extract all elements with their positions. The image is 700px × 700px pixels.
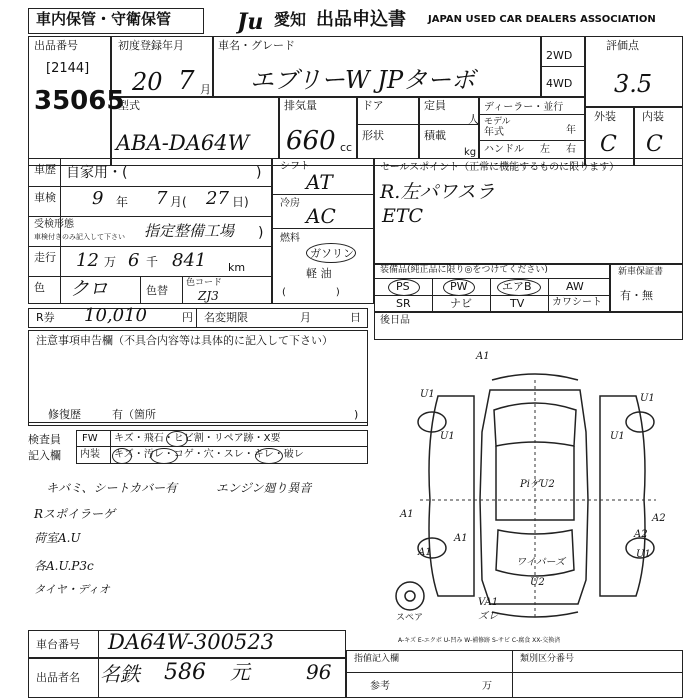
inspector-label-1: 検査員: [28, 433, 61, 446]
ref-unit: 万: [482, 681, 492, 692]
diagram-mark: A1: [418, 547, 432, 558]
diagram-mark: U1: [636, 549, 651, 560]
inspection-day-unit: 日): [232, 195, 249, 209]
inspection-year: 9: [92, 188, 104, 209]
inspector-row1-head: FW: [82, 433, 98, 444]
svg-text:Ju: Ju: [237, 9, 264, 34]
mileage-label: 走行: [34, 251, 56, 264]
color-code-value: ZJ3: [198, 289, 219, 303]
diagram-mark: A1: [400, 509, 414, 520]
handle-label: ハンドル: [484, 144, 524, 155]
inspector-label-2: 記入欄: [28, 449, 61, 462]
mileage-unit: km: [228, 261, 246, 274]
reference-value-b: 586: [164, 660, 206, 685]
lot-number: 35065: [34, 86, 125, 116]
shape-label: 形状: [362, 129, 384, 142]
dealer-label: ディーラー・並行: [484, 102, 564, 113]
equipment-pw: PW: [450, 280, 468, 293]
model-type-label: 型式: [118, 99, 140, 112]
storage-label: 車内保管・守衛保管: [36, 10, 172, 28]
org-name: 愛知: [274, 10, 307, 29]
inspector-row2: キズ・汚レ・コゲ・穴・スレ・キレ・破レ: [114, 449, 304, 460]
entrusted-sub: 車検付きのみ記入して下さい: [34, 233, 125, 241]
capacity-label: 定員: [424, 99, 446, 112]
reference-value-d: 96: [306, 660, 332, 684]
equipment-label: 装備品(純正品に限り◎をつけてください): [380, 265, 548, 275]
inspection-year-unit: 年: [116, 195, 129, 209]
aircon-label: 冷房: [280, 198, 300, 209]
recycle-unit: 円: [182, 311, 193, 324]
drive-2wd: 2WD: [546, 49, 573, 62]
shift-label: シフト: [280, 161, 310, 172]
selling-points-line1: R.左パワスラ: [380, 181, 495, 203]
history-close: ): [256, 165, 262, 181]
mileage-man-unit: 万: [104, 255, 117, 269]
equipment-aw: AW: [566, 280, 584, 293]
diagram-mark: VA1: [478, 597, 499, 608]
diagram-mark: U1: [420, 389, 435, 400]
equipment-ps-circle: [388, 279, 420, 296]
interior-value: C: [646, 132, 663, 157]
vehicle-name-value: エブリーW JPターボ: [250, 66, 476, 94]
fuel-label: 燃料: [280, 233, 300, 244]
org-english: JAPAN USED CAR DEALERS ASSOCIATION: [428, 14, 656, 25]
diagram-mark: A1: [454, 533, 468, 544]
selling-points-line2: ETC: [382, 205, 424, 227]
mileage-sen-unit: 千: [146, 255, 159, 269]
model-type-value: ABA-DA64W: [116, 131, 250, 155]
equipment-sr: SR: [396, 297, 411, 310]
mileage-man: 12: [76, 250, 99, 271]
name-change-day: 日: [350, 311, 361, 324]
inspector-row2-head: 内装: [80, 449, 100, 460]
spare-label: スペア: [396, 613, 424, 623]
model-year-label-1: モデル: [484, 117, 511, 127]
capacity-unit: 人: [468, 113, 479, 126]
diagram-mark: U1: [440, 431, 455, 442]
name-change-month: 月: [300, 311, 311, 324]
reference-value-a: 名鉄: [100, 662, 140, 686]
registration-month-unit: 月: [200, 83, 211, 96]
shift-value: AT: [306, 170, 333, 194]
registration-year: 20: [132, 68, 163, 96]
inspection-day: 27: [206, 188, 229, 209]
inspector-mark-circle: [166, 431, 188, 447]
chassis-label: 車台番号: [36, 638, 80, 651]
form-title: 出品申込書: [316, 9, 406, 30]
lot-label: 出品番号: [34, 39, 78, 52]
exterior-label: 外装: [594, 110, 616, 123]
recycle-label: R券: [36, 311, 55, 324]
notes-label: 注意事項申告欄（不具合内容等は具体的に記入して下さい）: [36, 334, 333, 347]
load-unit: kg: [464, 147, 477, 158]
equipment-navi: ナビ: [450, 297, 472, 310]
price-label: 指値記入欄: [354, 654, 400, 664]
inspector-mark-circle: [112, 448, 132, 464]
model-year-label-2: 年式: [484, 127, 504, 138]
displacement-unit: cc: [340, 141, 353, 154]
ju-logo-icon: [236, 8, 272, 34]
evaluation-label: 評価点: [606, 39, 639, 52]
doors-label: ドア: [362, 99, 384, 112]
equipment-tv: TV: [510, 297, 525, 310]
aircon-value: AC: [306, 204, 336, 228]
class-label: 類別区分番号: [520, 654, 575, 664]
load-label: 積載: [424, 129, 446, 142]
warranty-label: 新車保証書: [618, 267, 664, 277]
entrusted-label: 受検形態: [34, 219, 74, 230]
mileage-sen: 6: [128, 250, 140, 271]
history-label: 車歴: [34, 163, 56, 176]
inspector-mark-circle: [150, 448, 178, 464]
inspection-month-unit: 月(: [170, 195, 187, 209]
inspector-note: キバミ、シートカバー有: [46, 481, 178, 495]
fuel-gasoline: ガソリン: [310, 247, 354, 260]
evaluation-score: 3.5: [614, 70, 653, 98]
entrusted-value: 指定整備工場: [144, 222, 235, 240]
exterior-value: C: [600, 132, 617, 157]
diagram-mark: ズレ: [478, 611, 498, 622]
fuel-gasoline-circle: [306, 243, 356, 263]
inspector-note: タイヤ・ディオ: [34, 583, 110, 596]
displacement-label: 排気量: [284, 99, 317, 112]
repair-label: 修復歴: [48, 408, 81, 421]
recycle-block: [28, 305, 368, 328]
registration-label: 初度登録年月: [118, 39, 184, 52]
diagram-legend: A-キズ E-エクボ U-凹み W-補修跡 S-サビ C-腐食 XX-交換済: [398, 637, 561, 644]
post-docs-block: [374, 312, 683, 340]
equipment-airbag: エアB: [502, 280, 532, 293]
handle-left: 左: [540, 144, 550, 155]
inspector-note: 荷室A.U: [34, 531, 81, 545]
drive-4wd: 4WD: [546, 77, 573, 90]
vehicle-name-label: 車名・グレード: [218, 39, 295, 52]
recycle-value: 10,010: [84, 305, 147, 326]
registration-month: 7: [178, 66, 195, 96]
diagram-mark: A2: [652, 513, 666, 524]
fuel-diesel: 軽 油: [306, 267, 332, 280]
inspection-month: 7: [156, 188, 168, 209]
equipment-airbag-circle: [497, 279, 541, 296]
warranty-value: 有・無: [620, 289, 653, 302]
history-value: 自家用・(: [66, 165, 128, 181]
handle-right: 右: [566, 144, 576, 155]
diagram-mark: U2: [530, 577, 545, 588]
inspector-note: 各A.U.P3c: [34, 559, 94, 573]
mileage-rest: 841: [172, 250, 207, 271]
color-code-label: 色コード: [186, 278, 223, 288]
lot-small-number: [2144]: [46, 61, 90, 76]
diagram-mark: A2: [634, 529, 648, 540]
diagram-mark: ワイパーズ: [516, 557, 565, 568]
color-value: クロ: [70, 278, 109, 300]
reference-value-c: 元: [230, 660, 250, 684]
ref-label: 参考: [370, 681, 390, 692]
diagram-mark: PiゲU2: [520, 479, 555, 490]
equipment-leather: カワシート: [552, 297, 602, 308]
name-change-label: 名変期限: [204, 311, 248, 324]
inspector-row1: キズ・飛石・ヒビ割・リペア跡・X要: [114, 433, 281, 444]
inspector-note: Rスポイラーゲ: [34, 507, 116, 521]
color-label: 色: [34, 281, 45, 294]
inspector-mark-circle: [255, 448, 283, 464]
equipment-pw-circle: [443, 279, 475, 296]
fuel-paren: ( ): [282, 287, 340, 298]
inspection-label: 車検: [34, 191, 56, 204]
entrusted-close: ): [258, 225, 264, 241]
equipment-ps: PS: [396, 280, 410, 293]
diagram-mark: U1: [640, 393, 655, 404]
reference-label: 出品者名: [36, 671, 80, 684]
post-docs-label: 後日品: [380, 315, 410, 326]
inspector-note: エンジン廻り異音: [216, 481, 312, 495]
repair-value: 有（箇所: [112, 408, 156, 421]
diagram-mark: A1: [476, 351, 490, 362]
repair-close: ): [354, 408, 359, 421]
displacement-value: 660: [286, 126, 336, 156]
diagram-mark: U1: [610, 431, 625, 442]
interior-label: 内装: [642, 110, 664, 123]
selling-points-label: セールスポイント（正常に機能するものに限ります）: [380, 162, 620, 173]
chassis-value: DA64W-300523: [108, 630, 275, 654]
model-year-unit: 年: [566, 125, 576, 136]
color-replaced-label: 色替: [146, 284, 168, 297]
